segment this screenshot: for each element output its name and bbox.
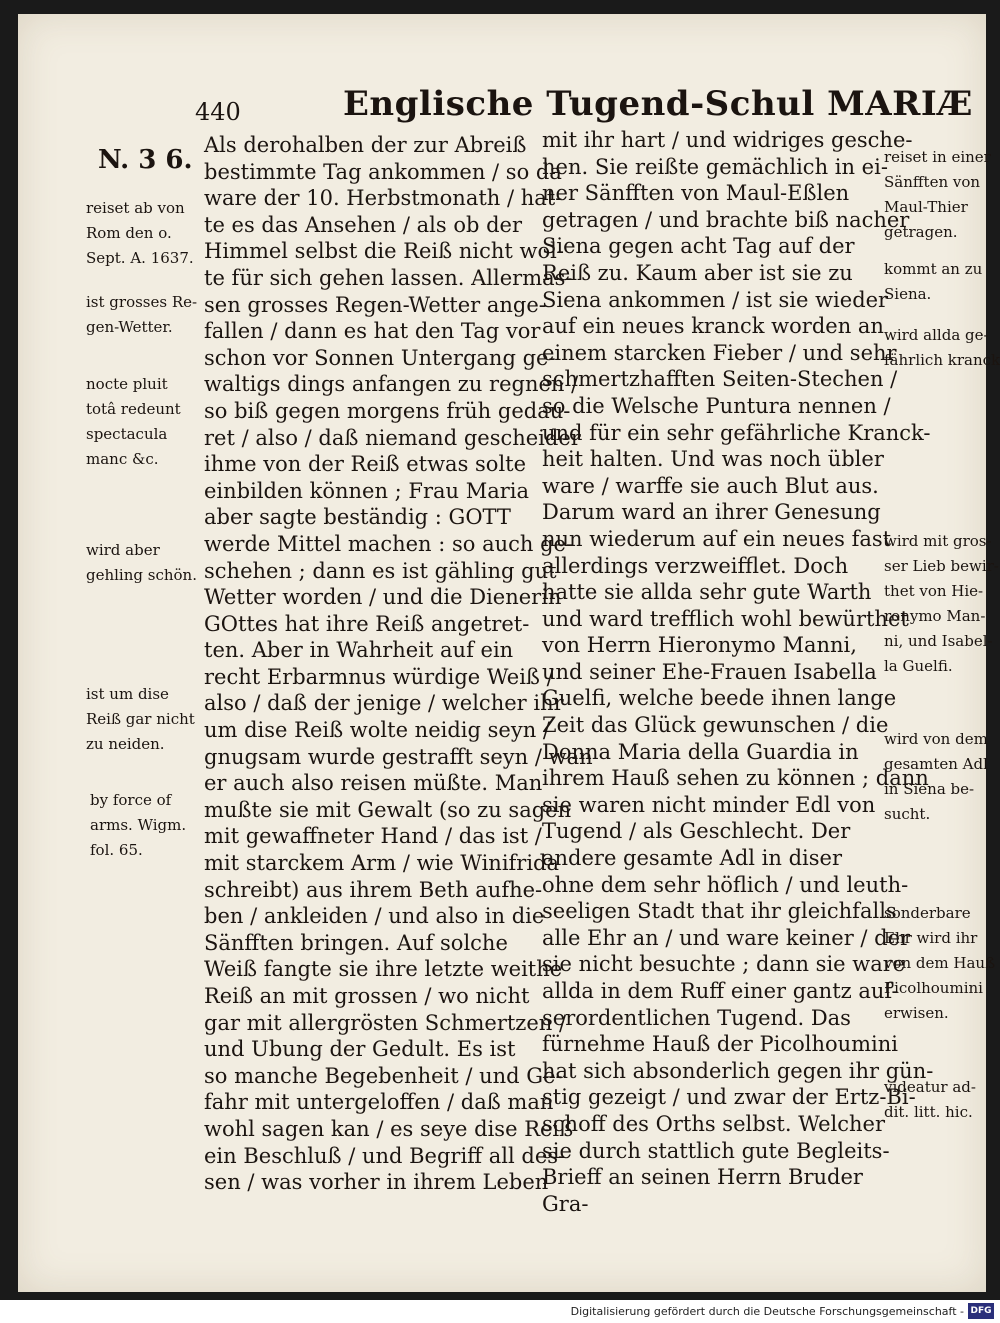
margin-note-line: zu neiden.: [86, 735, 165, 753]
text-line: so manche Begebenheit / und Ge-: [204, 1063, 563, 1088]
text-line: fürnehme Hauß der Picolhoumini: [542, 1032, 899, 1057]
text-line: und Ubung der Gedult. Es ist: [204, 1037, 516, 1062]
margin-note: [86, 372, 181, 472]
margin-note-line: spectacula: [86, 425, 168, 443]
margin-note: [884, 529, 999, 679]
text-line: ben / ankleiden / und also in die: [204, 904, 545, 929]
margin-note-line: Rom den o.: [86, 224, 172, 242]
margin-note-line: ronymo Man-: [884, 607, 986, 625]
margin-note-line: Maul-Thier: [884, 198, 968, 216]
text-line: Sänfften bringen. Auf solche: [204, 930, 508, 955]
digitization-footer: [0, 1300, 1000, 1323]
margin-note-line: Siena.: [884, 285, 932, 303]
section-number: N. 3 6.: [98, 145, 193, 175]
text-line: Tugend / als Geschlecht. Der: [542, 819, 851, 844]
text-line: mit starckem Arm / wie Winifrida: [204, 851, 560, 876]
text-line: ret / also / daß niemand gescheider: [204, 425, 581, 450]
margin-note-line: la Guelfi.: [884, 657, 953, 675]
margin-note-line: dit. litt. hic.: [884, 1103, 973, 1121]
margin-note-line: sonderbare: [884, 904, 971, 922]
right-margin-notes: [882, 145, 1000, 1145]
margin-note: [90, 788, 186, 863]
margin-note-line: ist um dise: [86, 685, 169, 703]
running-title: Englische Tugend-Schul MARIÆ: [343, 84, 973, 124]
text-line: fahr mit untergeloffen / daß man: [204, 1090, 554, 1115]
text-line: gar mit allergrösten Schmertzen /: [204, 1010, 567, 1035]
text-line: einbilden können ; Frau Maria: [204, 478, 530, 503]
text-line: Wetter worden / und die Dienerin: [204, 585, 562, 610]
text-line: Gra-: [542, 1191, 589, 1216]
text-line: um dise Reiß wolte neidig seyn /: [204, 718, 550, 743]
text-line: fallen / dann es hat den Tag vor: [204, 319, 541, 344]
text-line: ihrem Hauß sehen zu können ; dann: [542, 766, 929, 791]
margin-note: [86, 682, 195, 757]
text-line: mit ihr hart / und widriges gesche-: [542, 128, 913, 152]
text-line: wohl sagen kan / es seye dise Reiß: [204, 1116, 574, 1141]
margin-note: [884, 901, 995, 1026]
text-line: Zeit das Glück gewunschen / die: [542, 713, 889, 738]
text-line: sie durch stattlich gute Begleits-: [542, 1138, 890, 1163]
text-line: hat sich absonderlich gegen ihr gün-: [542, 1058, 934, 1083]
margin-note: [884, 257, 982, 307]
text-line: serordentlichen Tugend. Das: [542, 1005, 851, 1030]
text-line: er auch also reisen müßte. Man: [204, 771, 543, 796]
margin-note-line: von dem Hauß: [884, 954, 996, 972]
text-line: von Herrn Hieronymo Manni,: [542, 633, 857, 658]
margin-note-line: sucht.: [884, 805, 931, 823]
text-line: heit halten. Und was noch übler: [542, 447, 884, 472]
text-line: te für sich gehen lassen. Allermas-: [204, 265, 573, 290]
margin-note-line: gesamten Adl: [884, 755, 988, 773]
text-line: Weiß fangte sie ihre letzte weithe: [204, 957, 563, 982]
margin-note: [884, 727, 988, 827]
text-line: ein Beschluß / und Begriff all des-: [204, 1143, 566, 1168]
margin-note: [86, 290, 197, 340]
margin-note-line: ser Lieb bewir-: [884, 557, 999, 575]
text-line: und für ein sehr gefährliche Kranck-: [542, 420, 931, 445]
margin-note-line: videatur ad-: [884, 1078, 976, 1096]
text-line: stig gezeigt / und zwar der Ertz-Bi-: [542, 1085, 916, 1110]
text-line: alle Ehr an / und ware keiner / der: [542, 925, 911, 950]
page-header: [195, 78, 973, 128]
text-line: Siena ankommen / ist sie wieder: [542, 287, 889, 312]
margin-note-line: gen-Wetter.: [86, 318, 173, 336]
margin-note-line: Picolhoumini: [884, 979, 983, 997]
funding-credit: Digitalisierung gefördert durch die Deutsche Forschungsgemeinschaft -: [570, 1305, 964, 1318]
text-line: ohne dem sehr höflich / und leuth-: [542, 872, 909, 897]
margin-note-line: Sänfften von: [884, 173, 981, 191]
text-line: andere gesamte Adl in diser: [542, 846, 842, 871]
text-line: ten. Aber in Wahrheit auf ein: [204, 638, 514, 663]
text-line: schoff des Orths selbst. Welcher: [542, 1111, 885, 1136]
margin-note-line: thet von Hie-: [884, 582, 984, 600]
text-line: sie nicht besuchte ; dann sie ware: [542, 952, 906, 977]
margin-note: [86, 196, 194, 271]
text-line: ihme von der Reiß etwas solte: [204, 452, 527, 477]
text-line: schehen ; dann es ist gähling gut: [204, 558, 557, 583]
dfg-logo: DFG: [968, 1303, 994, 1319]
text-line: mußte sie mit Gewalt (so zu sagen: [204, 797, 572, 822]
margin-note-line: manc &c.: [86, 450, 159, 468]
page-number: 440: [195, 98, 241, 126]
text-line: Himmel selbst die Reiß nicht wol-: [204, 239, 564, 264]
margin-note-line: fährlich kranck: [884, 351, 1000, 369]
margin-note-line: wird von dem: [884, 730, 988, 748]
margin-note: [884, 323, 1000, 373]
text-column-left: [204, 132, 593, 1196]
text-line: te es das Ansehen / als ob der: [204, 212, 522, 237]
text-line: also / daß der jenige / welcher ihr: [204, 691, 564, 716]
margin-note-line: nocte pluit: [86, 375, 168, 393]
text-line: aber sagte beständig : GOTT: [204, 505, 511, 530]
margin-note-line: arms. Wigm.: [90, 816, 187, 834]
text-line: allerdings verzweifflet. Doch: [542, 553, 849, 578]
text-line: hatte sie allda sehr gute Warth: [542, 580, 872, 605]
margin-note-line: in Siena be-: [884, 780, 975, 798]
text-line: seeligen Stadt that ihr gleichfalls: [542, 899, 897, 924]
text-line: ware / warffe sie auch Blut aus.: [542, 473, 879, 498]
text-line: Darum ward an ihrer Genesung: [542, 500, 881, 525]
text-line: gnugsam wurde gestrafft seyn / wan: [204, 744, 593, 769]
margin-note-line: erwisen.: [884, 1004, 949, 1022]
text-line: Reiß zu. Kaum aber ist sie zu: [542, 260, 853, 285]
margin-note-line: ni, und Isabel-: [884, 632, 993, 650]
margin-note-line: gehling schön.: [86, 566, 197, 584]
text-line: schmertzhafften Seiten-Stechen /: [542, 367, 898, 392]
text-line: allda in dem Ruff einer gantz auf-: [542, 979, 899, 1003]
margin-note-line: kommt an zu: [884, 260, 983, 278]
text-line: ware der 10. Herbstmonath / hat-: [204, 186, 563, 211]
text-line: GOttes hat ihre Reiß angetret-: [204, 611, 530, 636]
text-line: getragen / und brachte biß nacher: [542, 207, 910, 232]
text-line: recht Erbarmnus würdige Weiß /: [204, 664, 554, 689]
margin-note-line: reiset ab von: [86, 199, 185, 217]
margin-note-line: reiset in einer: [884, 148, 991, 166]
text-line: sen grosses Regen-Wetter ange-: [204, 292, 546, 317]
margin-note-line: Sept. A. 1637.: [86, 249, 194, 267]
margin-note-line: Ehr wird ihr: [884, 929, 978, 947]
text-line: hen. Sie reißte gemächlich in ei-: [542, 154, 888, 179]
text-line: so biß gegen morgens früh gedau-: [204, 398, 571, 423]
text-line: einem starcken Fieber / und sehr: [542, 340, 897, 365]
text-line: mit gewaffneter Hand / das ist /: [204, 824, 542, 849]
margin-note-line: wird aber: [86, 541, 160, 559]
text-line: sie waren nicht minder Edl von: [542, 792, 876, 817]
margin-note: [86, 538, 197, 588]
text-line: so die Welsche Puntura nennen /: [542, 393, 891, 418]
text-line: Brieff an seinen Herrn Bruder: [542, 1165, 863, 1190]
text-line: auf ein neues kranck worden an: [542, 314, 884, 339]
text-line: Reiß an mit grossen / wo nicht: [204, 984, 530, 1008]
text-line: und seiner Ehe-Frauen Isabella: [542, 659, 877, 684]
text-line: sen / was vorher in ihrem Leben: [204, 1170, 549, 1195]
text-line: Donna Maria della Guardia in: [542, 739, 859, 764]
left-margin-notes: [82, 140, 210, 900]
text-line: Guelfi, welche beede ihnen lange: [542, 686, 897, 711]
text-line: waltigs dings anfangen zu regnen /: [204, 372, 579, 397]
margin-note-line: getragen.: [884, 223, 958, 241]
text-line: und ward trefflich wohl bewürthet: [542, 606, 909, 631]
text-line: Als derohalben der zur Abreiß: [204, 133, 527, 157]
margin-note-line: wird allda ge-: [884, 326, 989, 344]
margin-note-line: ist grosses Re-: [86, 293, 198, 311]
text-line: Siena gegen acht Tag auf der: [542, 234, 855, 259]
margin-note: [884, 145, 991, 245]
text-line: schreibt) aus ihrem Beth aufhe-: [204, 877, 543, 902]
margin-note-line: by force of: [90, 791, 172, 809]
text-line: nun wiederum auf ein neues fast: [542, 526, 892, 551]
text-line: bestimmte Tag ankommen / so da: [204, 159, 562, 184]
margin-note-line: totâ redeunt: [86, 400, 181, 418]
text-line: ner Sänfften von Maul-Eßlen: [542, 181, 850, 206]
margin-note: [884, 1075, 976, 1125]
text-line: werde Mittel machen : so auch ge-: [204, 531, 574, 556]
margin-note-line: Reiß gar nicht: [86, 710, 195, 728]
margin-note-line: wird mit gros-: [884, 532, 992, 550]
text-line: schon vor Sonnen Untergang ge-: [204, 345, 556, 370]
margin-note-line: fol. 65.: [90, 841, 143, 859]
